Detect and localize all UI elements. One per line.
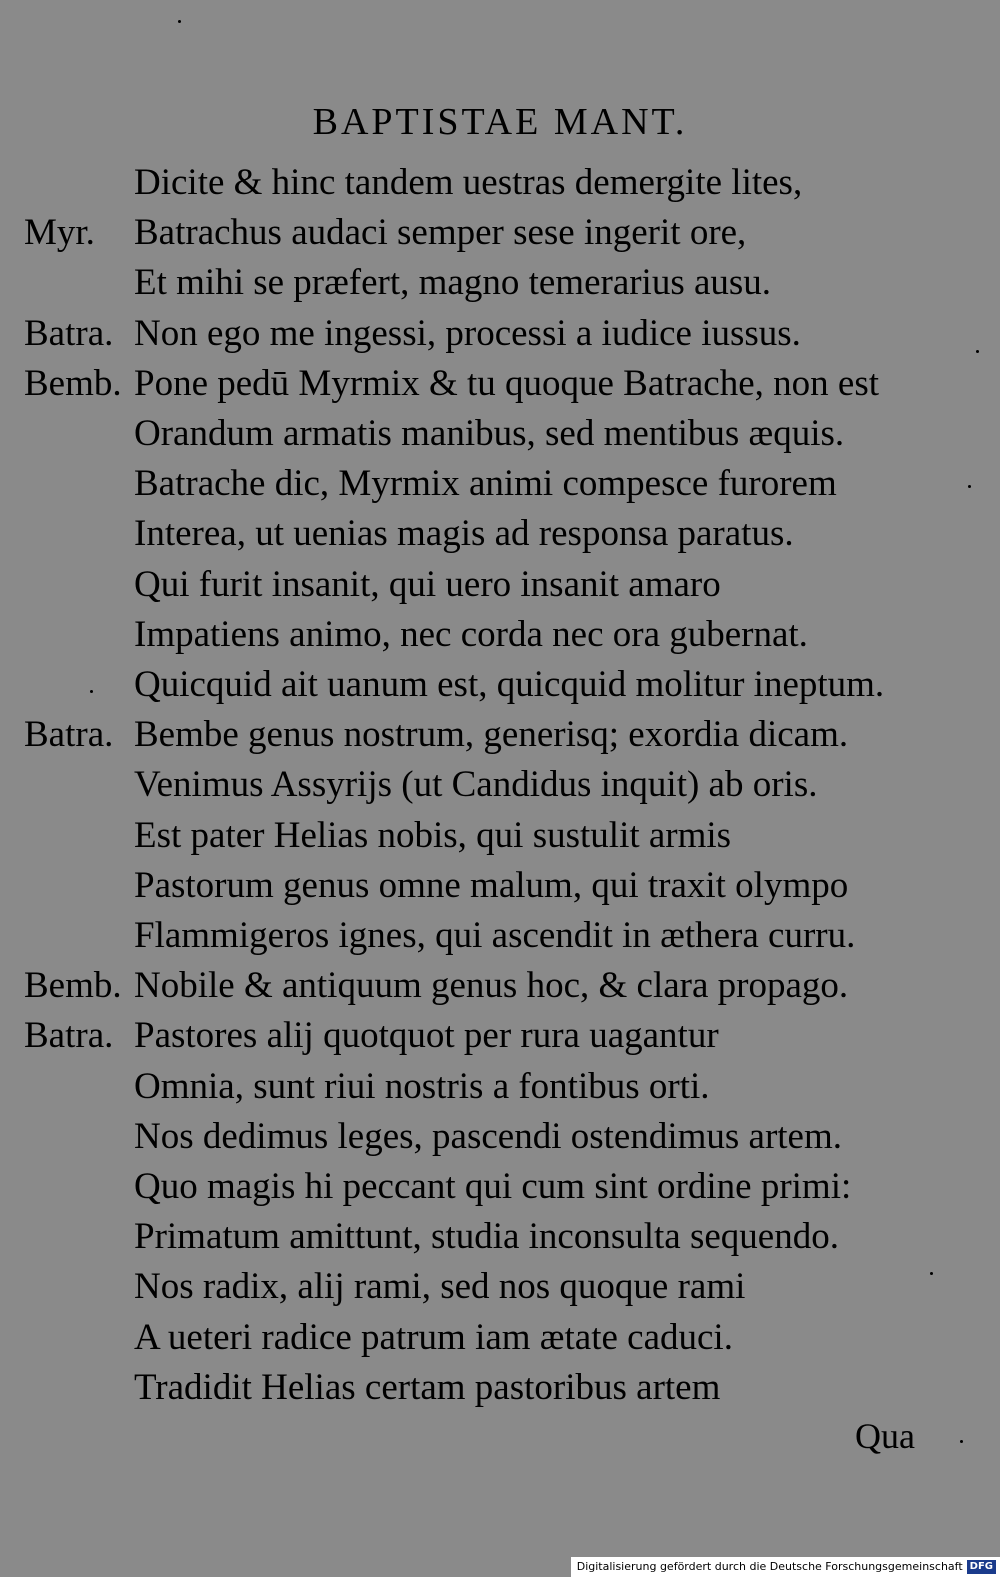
verse-line (0, 208, 1000, 258)
verse-text: Batrache dic, Myrmix animi compesce furorem (134, 463, 837, 504)
verse-text: Qui furit insanit, qui uero insanit amaro (134, 564, 721, 605)
verse-line (0, 258, 1000, 308)
verse-line (0, 911, 1000, 961)
verse-line (0, 1112, 1000, 1162)
ink-speck (178, 20, 181, 23)
verse-line (0, 1212, 1000, 1262)
speaker-label: Batra. (24, 313, 114, 354)
verse-text: Pone pedū Myrmix & tu quoque Batrache, non est (134, 363, 880, 404)
credit-text: Digitalisierung gefördert durch die Deutsche Forschungsgemeinschaft (576, 1560, 963, 1573)
verse-line (0, 560, 1000, 610)
verse-line (0, 760, 1000, 810)
verse-line (0, 509, 1000, 559)
verse-text: A ueteri radice patrum iam ætate caduci. (134, 1317, 733, 1358)
verse-line (0, 861, 1000, 911)
verse-line (0, 660, 1000, 710)
verse-line (0, 1062, 1000, 1112)
ink-speck (90, 690, 93, 693)
catchword: Qua (855, 1416, 915, 1456)
verse-line (0, 811, 1000, 861)
speaker-label: Batra. (24, 1015, 114, 1056)
ink-speck (960, 1440, 963, 1443)
verse-text: Dicite & hinc tandem uestras demergite lites, (134, 162, 803, 203)
verse-text: Flammigeros ignes, qui ascendit in æthera curru. (134, 915, 856, 956)
verse-line (0, 1363, 1000, 1413)
speaker-label: Bemb. (24, 965, 122, 1006)
verse-text: Non ego me ingessi, processi a iudice iussus. (134, 313, 801, 354)
verse-text: Pastores alij quotquot per rura uagantur (134, 1015, 719, 1056)
verse-text: Impatiens animo, nec corda nec ora gubernat. (134, 614, 808, 655)
verse-text: Nos radix, alij rami, sed nos quoque rami (134, 1266, 746, 1307)
speaker-label: Myr. (24, 212, 95, 253)
verse-text: Et mihi se præfert, magno temerarius ausu. (134, 262, 772, 303)
verse-text: Tradidit Helias certam pastoribus artem (134, 1367, 721, 1408)
verse-line (0, 359, 1000, 409)
verse-text: Bembe genus nostrum, generisq; exordia dicam. (134, 714, 849, 755)
verse-line (0, 610, 1000, 660)
verse-line (0, 459, 1000, 509)
speaker-label: Batra. (24, 714, 114, 755)
verse-text: Nos dedimus leges, pascendi ostendimus artem. (134, 1116, 843, 1157)
ink-speck (976, 350, 979, 353)
verse-line (0, 1262, 1000, 1312)
verse-line (0, 1162, 1000, 1212)
ink-speck (968, 485, 971, 488)
verse-text: Primatum amittunt, studia inconsulta sequendo. (134, 1216, 839, 1257)
verse-text: Quo magis hi peccant qui cum sint ordine primi: (134, 1166, 852, 1207)
verse-text: Nobile & antiquum genus hoc, & clara propago. (134, 965, 849, 1006)
verse-line (0, 409, 1000, 459)
verse-line (0, 1011, 1000, 1061)
digitization-credit (571, 1557, 1000, 1577)
verse-text: Venimus Assyrijs (ut Candidus inquit) ab oris. (134, 764, 818, 805)
verse-text: Pastorum genus omne malum, qui traxit olympo (134, 865, 849, 906)
verse-text: Quicquid ait uanum est, quicquid molitur ineptum. (134, 664, 885, 705)
verse-line (0, 961, 1000, 1011)
verse-text: Batrachus audaci semper sese ingerit ore, (134, 212, 747, 253)
running-header: BAPTISTAE MANT. (312, 101, 688, 143)
dfg-logo: DFG (967, 1560, 996, 1574)
verse-line (0, 309, 1000, 359)
verse-text: Orandum armatis manibus, sed mentibus æquis. (134, 413, 845, 454)
speaker-label: Bemb. (24, 363, 122, 404)
verse-text: Omnia, sunt riui nostris a fontibus orti. (134, 1066, 710, 1107)
verse-line (0, 158, 1000, 208)
verse-text: Interea, ut uenias magis ad responsa paratus. (134, 513, 794, 554)
verse-line (0, 1313, 1000, 1363)
verse-text: Est pater Helias nobis, qui sustulit armis (134, 815, 732, 856)
ink-speck (930, 1272, 933, 1275)
verse-line (0, 710, 1000, 760)
